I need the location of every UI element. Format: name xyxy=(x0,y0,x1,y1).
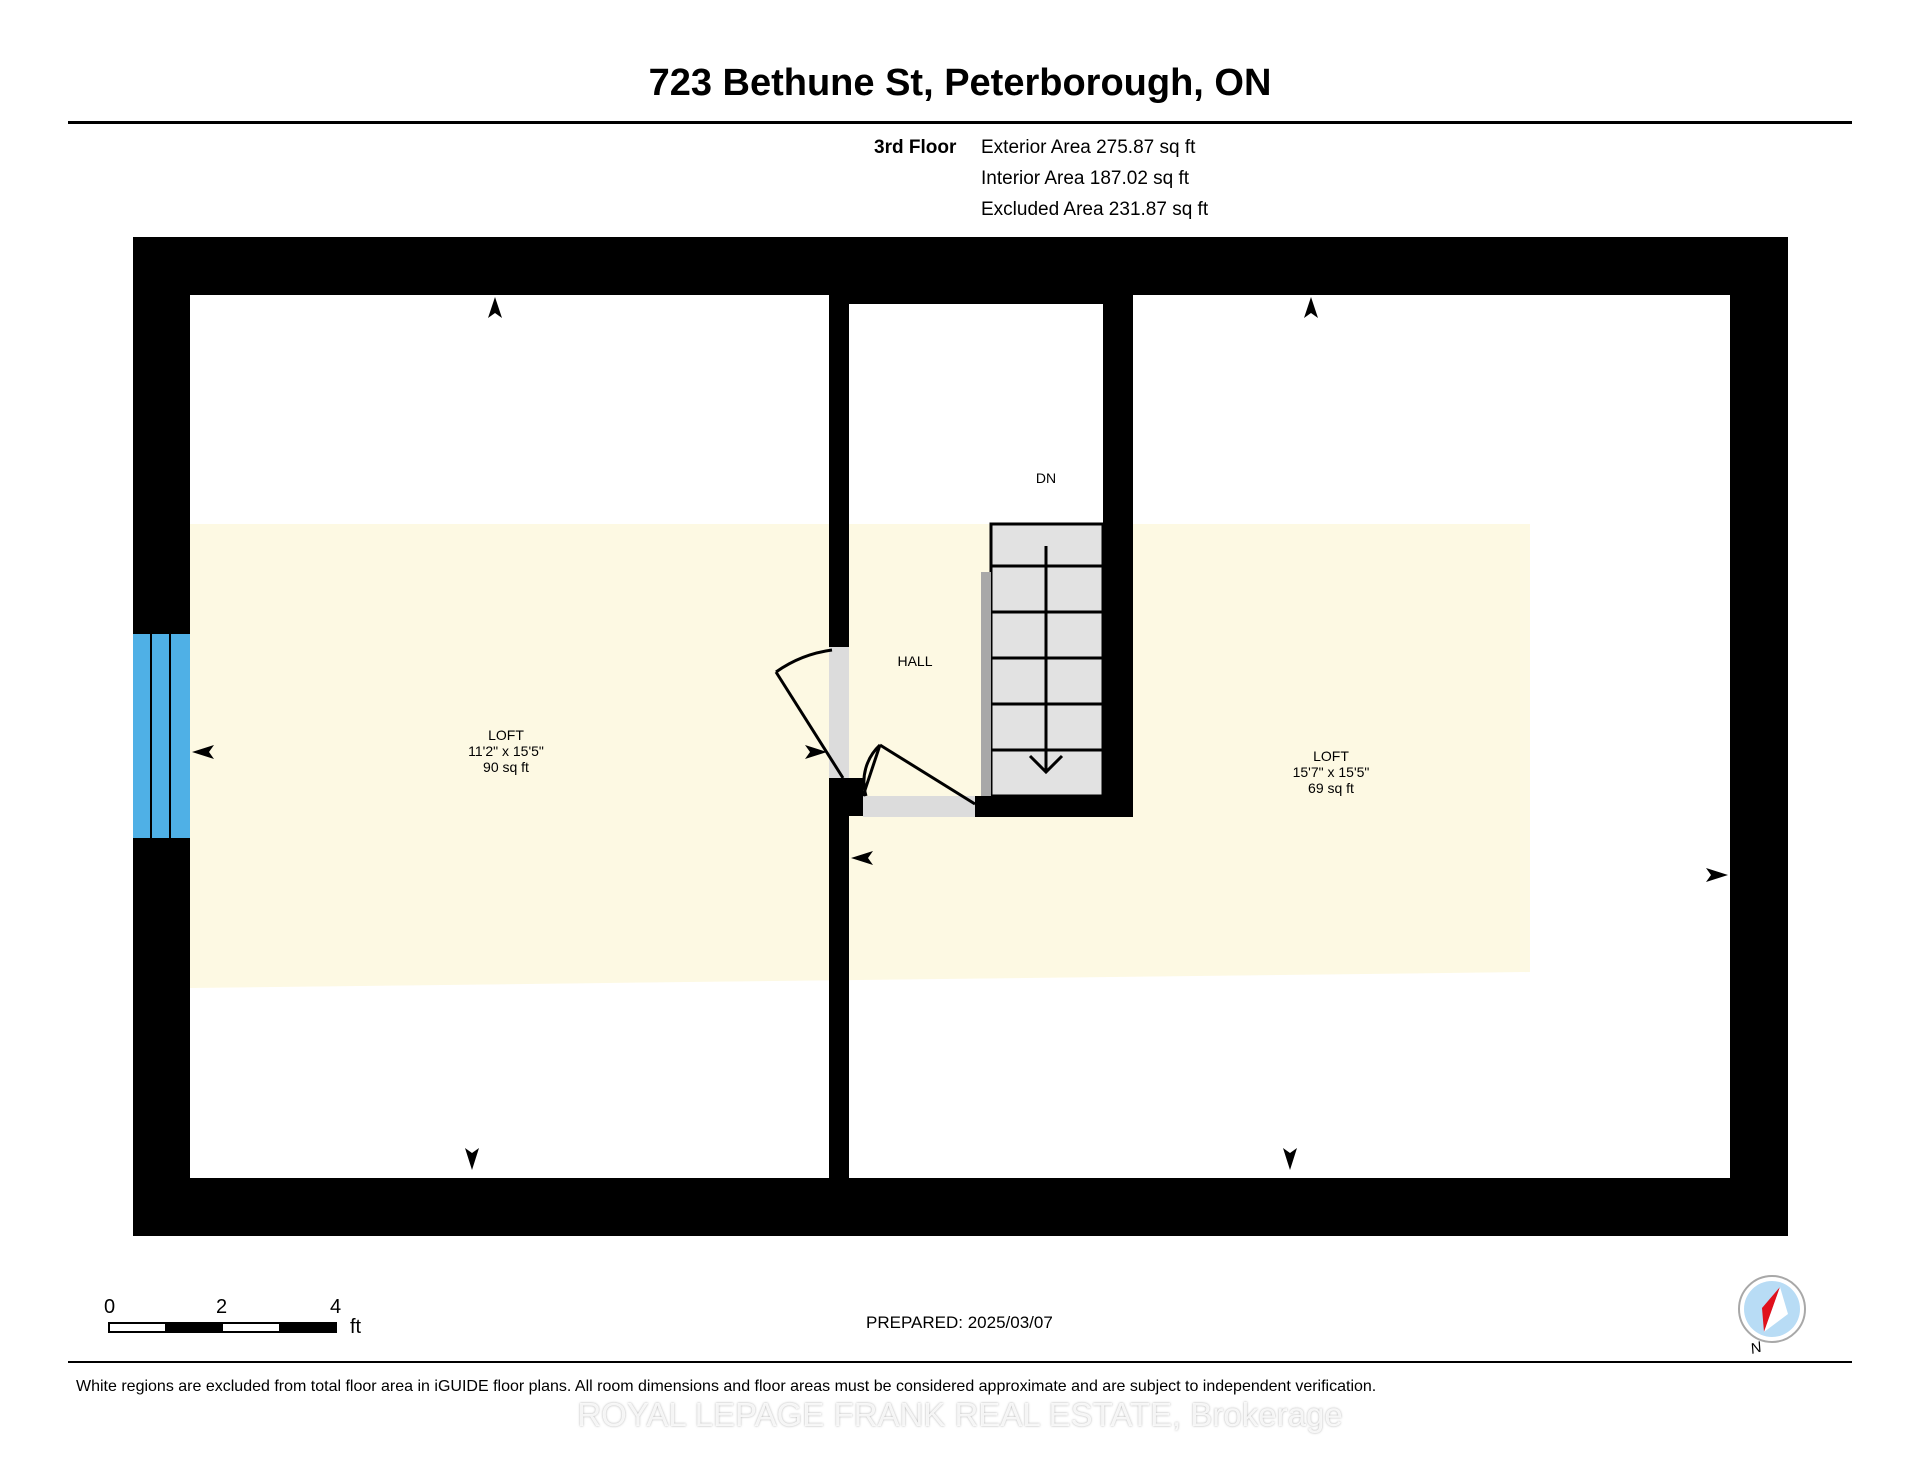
arrow-right-loft-bottom xyxy=(1283,1148,1297,1170)
wall-hall-left-upper xyxy=(829,295,849,647)
wall-hall-left-lower xyxy=(829,778,849,1178)
loft-right-area: 69 sq ft xyxy=(1308,780,1354,796)
prepared-date: PREPARED: 2025/03/07 xyxy=(866,1313,1053,1332)
wall-right xyxy=(1730,237,1788,1236)
arrow-right-loft-right xyxy=(1706,868,1728,882)
brokerage-watermark: ROYAL LEPAGE FRANK REAL ESTATE, Brokerage xyxy=(577,1396,1343,1433)
wall-left-upper xyxy=(133,237,190,634)
disclaimer: White regions are excluded from total floor area in iGUIDE floor plans. All room dimensions and floor areas must be considered approximate and are subject to independent verification. xyxy=(76,1378,1377,1395)
wall-hall-top xyxy=(849,295,1103,304)
loft-left-dimensions: 11'2" x 15'5" xyxy=(468,743,544,759)
floor-label: 3rd Floor xyxy=(874,137,957,158)
compass-icon xyxy=(1739,1276,1805,1358)
arrow-right-loft-top xyxy=(1304,297,1318,318)
arrow-left-loft-bottom xyxy=(465,1148,479,1170)
excluded-area: Excluded Area 231.87 sq ft xyxy=(981,199,1209,220)
loft-right-name: LOFT xyxy=(1313,748,1349,764)
stairs xyxy=(981,524,1103,796)
loft-left-name: LOFT xyxy=(488,727,524,743)
interior-area: Interior Area 187.02 sq ft xyxy=(981,168,1190,189)
wall-stair-bottom xyxy=(975,796,1133,817)
wall-stair-right xyxy=(1103,295,1133,817)
scale-bar xyxy=(109,1323,336,1332)
hall-name: HALL xyxy=(897,653,933,669)
footer-rule xyxy=(68,1361,1852,1363)
stairs-label: DN xyxy=(1035,470,1057,486)
loft-right-dimensions: 15'7" x 15'5" xyxy=(1292,764,1370,780)
wall-stub xyxy=(849,778,863,816)
scale-tick-4: 4 xyxy=(330,1296,342,1318)
window xyxy=(133,634,190,838)
compass-label: N xyxy=(1748,1338,1764,1358)
scale-tick-0: 0 xyxy=(104,1296,116,1318)
loft-left-area: 90 sq ft xyxy=(483,759,529,775)
wall-bottom xyxy=(133,1178,1788,1236)
scale-unit: ft xyxy=(350,1316,362,1338)
wall-left-lower xyxy=(133,838,190,1236)
scale-tick-2: 2 xyxy=(216,1296,228,1318)
wall-top xyxy=(133,237,1788,295)
door-opening-bottom xyxy=(863,796,975,817)
exterior-area: Exterior Area 275.87 sq ft xyxy=(981,137,1196,158)
arrow-left-loft-top xyxy=(488,297,502,318)
plan-title: 723 Bethune St, Peterborough, ON xyxy=(648,62,1272,104)
